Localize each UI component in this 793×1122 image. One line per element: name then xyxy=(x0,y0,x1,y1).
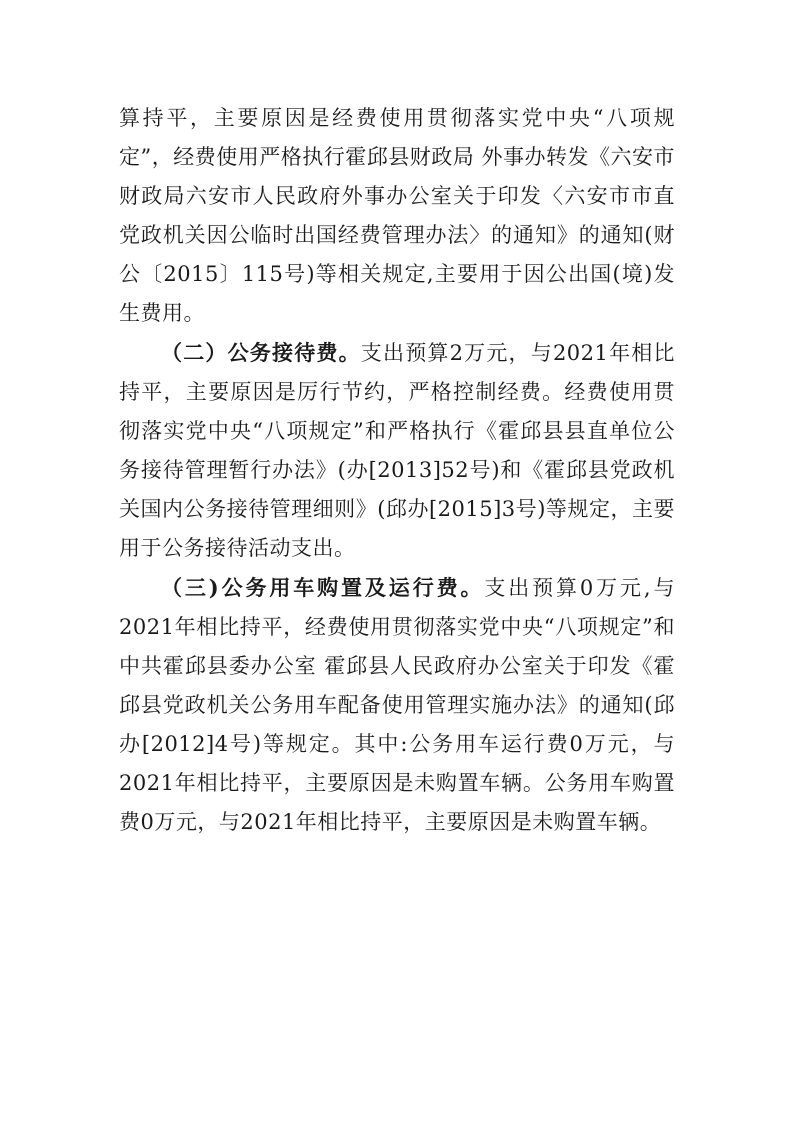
paragraph-overseas-travel xyxy=(119,99,675,333)
section-heading-vehicle: （三)公务用车购置及运行费。 xyxy=(161,575,485,600)
paragraph-reception-fee xyxy=(119,333,675,568)
paragraph-text: 支出预算2万元，与2021年相比持平，主要原因是厉行节约，严格控制经费。经费使用贯彻落实党中央“八项规定”和严格执行《霍邱县县直单位公务接待管理暂行办法》(办[2013]52号)和《霍邱县党政机关国内公务接待管理细则》(邱办[2015]3号)等规定，主要用于公务接待活动支出。 xyxy=(119,341,675,560)
paragraph-vehicle-fee xyxy=(119,568,675,842)
document-body xyxy=(119,99,675,842)
section-heading-reception: （二）公务接待费。 xyxy=(161,340,361,365)
paragraph-text: 算持平，主要原因是经费使用贯彻落实党中央“八项规定”，经费使用严格执行霍邱县财政局 外事办转发《六安市财政局六安市人民政府外事办公室关于印发〈六安市市直党政机关因公临时出国经费管理办法〉的通知》的通知(财公〔2015〕115号)等相关规定,主要用于因公出国(境)发生费用。 xyxy=(119,106,675,325)
paragraph-text: 支出预算0万元,与2021年相比持平，经费使用贯彻落实党中央“八项规定”和中共霍邱县委办公室 霍邱县人民政府办公室关于印发《霍邱县党政机关公务用车配备使用管理实施办法》的通知(邱办[2012]4号)等规定。其中:公务用车运行费0万元，与2021年相比持平，主要原因是未购置车辆。公务用车购置费0万元，与2021年相比持平，主要原因是未购置车辆。 xyxy=(119,576,675,834)
